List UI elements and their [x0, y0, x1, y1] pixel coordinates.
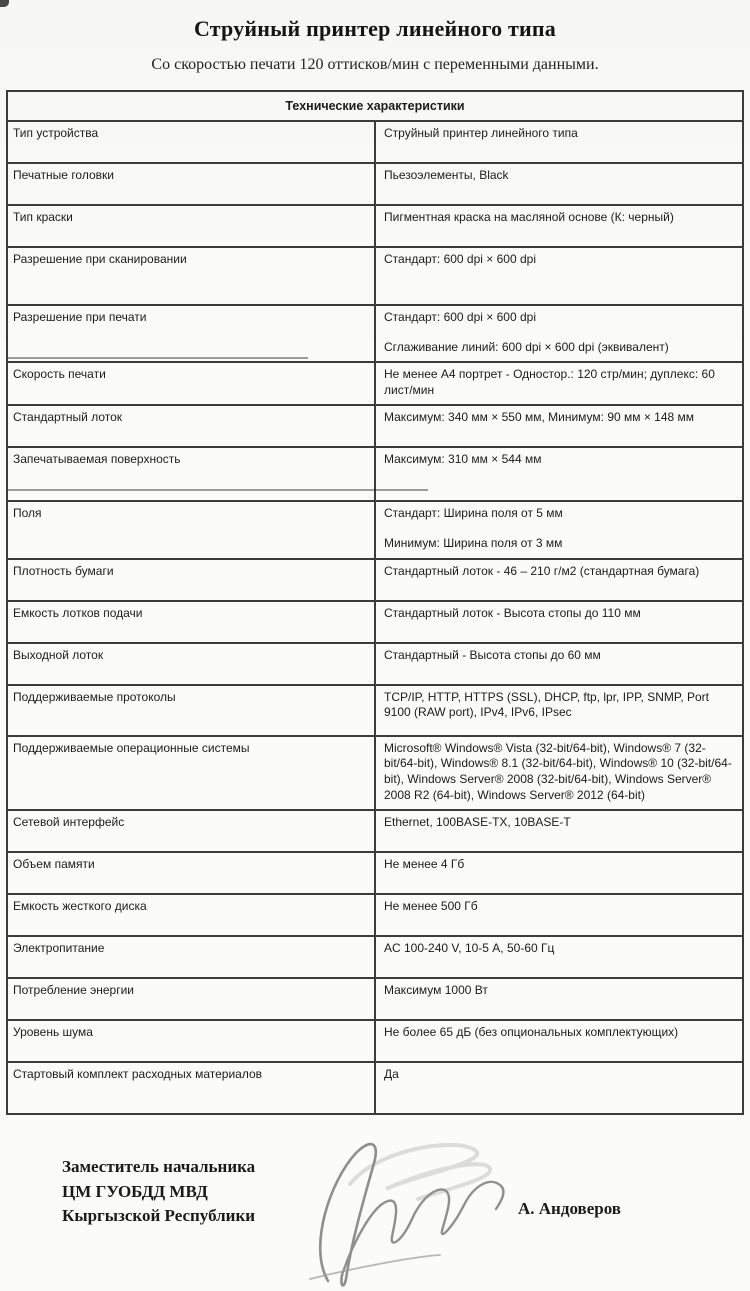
spec-label: Емкость лотков подачи [7, 601, 375, 643]
spec-value [375, 405, 743, 447]
spec-value [375, 247, 743, 305]
spec-value-line: Стандартный лоток - Высота стопы до 110 мм [384, 605, 641, 620]
table-row [7, 643, 743, 685]
table-row [7, 501, 743, 558]
spec-value [375, 362, 743, 405]
spec-label: Тип краски [7, 205, 375, 247]
spec-value-line: Стандартный - Высота стопы до 60 мм [384, 647, 601, 662]
spec-label: Поддерживаемые операционные системы [7, 736, 375, 810]
spec-value [375, 1062, 743, 1114]
spec-label: Электропитание [7, 936, 375, 978]
spec-value-line: Пигментная краска на масляной основе (К: черный) [384, 210, 674, 224]
spec-label: Объем памяти [7, 852, 375, 894]
spec-value [375, 1020, 743, 1062]
spec-value [375, 810, 743, 852]
table-row [7, 936, 743, 978]
spec-label: Поля [7, 501, 375, 558]
spec-value [375, 305, 743, 362]
table-row [7, 362, 743, 405]
spec-value-line: Максимум 1000 Вт [384, 983, 488, 998]
table-row [7, 205, 743, 247]
spec-value-line: Пьезоэлементы, Black [384, 168, 509, 182]
spec-value [375, 852, 743, 894]
spec-value-line: Максимум: 340 мм × 550 мм, Минимум: 90 мм × 148 мм [384, 410, 695, 425]
table-row [7, 247, 743, 305]
spec-value [375, 559, 743, 601]
spec-value [375, 643, 743, 685]
spec-value-line: Сглаживание линий: 600 dpi × 600 dpi (эквивалент) [384, 339, 669, 354]
spec-value-line: Да [384, 1067, 399, 1082]
spec-value-line: Microsoft® Windows® Vista (32-bit/64-bit), Windows® 7 (32-bit/64-bit), Windows® 8.1 (32-bit/64-bit), Windows® 10 (32-bit/64-bit), Windows Server® 2008 (32-bit/64-bit), Windows Server® 2008 R2 (64-bit), Windows Server® 2012 (64-bit) [384, 740, 732, 802]
handwritten-signature-icon [290, 1129, 550, 1289]
signer-title-line: ЦМ ГУОБДД МВД [62, 1181, 208, 1201]
spec-label: Стартовый комплект расходных материалов [7, 1062, 375, 1114]
table-row [7, 810, 743, 852]
signer-title-line: Заместитель начальника [62, 1157, 256, 1177]
spec-value-line: Минимум: Ширина поля от 3 мм [384, 535, 563, 550]
signer-title-line: Кыргызской Республики [62, 1206, 256, 1226]
spec-value-line: AC 100-240 V, 10-5 А, 50-60 Гц [384, 941, 555, 956]
spec-label: Плотность бумаги [7, 559, 375, 601]
spec-label: Потребление энергии [7, 978, 375, 1020]
document-title: Струйный принтер линейного типа [193, 16, 556, 41]
table-row [7, 121, 743, 163]
spec-value [375, 685, 743, 736]
spec-value-line: Стандарт: 600 dpi × 600 dpi [384, 310, 536, 324]
spec-label: Тип устройства [7, 121, 375, 163]
spec-value-line: Стандарт: 600 dpi × 600 dpi [384, 252, 536, 266]
spec-table-body [7, 91, 743, 1114]
table-row [7, 894, 743, 936]
table-row [7, 852, 743, 894]
table-row [7, 305, 743, 362]
spec-value-line: Стандарт: Ширина поля от 5 мм [384, 506, 563, 521]
spec-value [375, 501, 743, 558]
table-row [7, 559, 743, 601]
spec-value-line: Стандартный лоток - 46 – 210 г/м2 (стандартная бумага) [384, 563, 700, 578]
spec-value-line: Не менее А4 портрет - Одностор.: 120 стр/мин; дуплекс: 60 лист/мин [384, 367, 715, 397]
spec-label: Сетевой интерфейс [7, 810, 375, 852]
spec-value-line: Не более 65 дБ (без опциональных комплектующих) [384, 1025, 679, 1040]
table-row [7, 447, 743, 501]
spec-value [375, 163, 743, 205]
spec-label: Запечатываемая поверхность [7, 447, 375, 501]
signature-footer [0, 1141, 750, 1291]
spec-label: Стандартный лоток [7, 405, 375, 447]
signer-name: А. Андоверов [518, 1199, 621, 1219]
spec-table [6, 90, 744, 1115]
spec-label: Поддерживаемые протоколы [7, 685, 375, 736]
spec-value [375, 447, 743, 501]
spec-label: Печатные головки [7, 163, 375, 205]
table-header-row [7, 91, 743, 121]
spec-value-line: Ethernet, 100BASE-TX, 10BASE-T [384, 815, 571, 830]
spec-value-line: Не менее 4 Гб [384, 857, 465, 872]
spec-label: Разрешение при сканировании [7, 247, 375, 305]
table-title: Технические характеристики [7, 91, 743, 121]
signer-title-block [62, 1155, 255, 1229]
table-row [7, 163, 743, 205]
spec-value [375, 601, 743, 643]
table-row [7, 685, 743, 736]
table-row [7, 1020, 743, 1062]
table-row [7, 1062, 743, 1114]
spec-value-line: Струйный принтер линейного типа [384, 126, 578, 140]
table-row [7, 405, 743, 447]
spec-label: Разрешение при печати [7, 305, 375, 362]
spec-label: Уровень шума [7, 1020, 375, 1062]
spec-value-line: Максимум: 310 мм × 544 мм [384, 452, 542, 467]
spec-value-line: Не менее 500 Гб [384, 899, 478, 914]
spec-value [375, 736, 743, 810]
spec-value [375, 894, 743, 936]
spec-value [375, 121, 743, 163]
document-subtitle: Со скоростью печати 120 оттисков/мин с переменными данными. [151, 56, 599, 73]
table-row [7, 601, 743, 643]
spec-value [375, 936, 743, 978]
table-row [7, 736, 743, 810]
spec-value-line: TCP/IP, HTTP, HTTPS (SSL), DHCP, ftp, lpr, IPP, SNMP, Port 9100 (RAW port), IPv4, IPv6, IPsec [384, 689, 709, 720]
spec-label: Емкость жесткого диска [7, 894, 375, 936]
spec-value [375, 205, 743, 247]
spec-label: Выходной лоток [7, 643, 375, 685]
spec-label: Скорость печати [7, 362, 375, 405]
